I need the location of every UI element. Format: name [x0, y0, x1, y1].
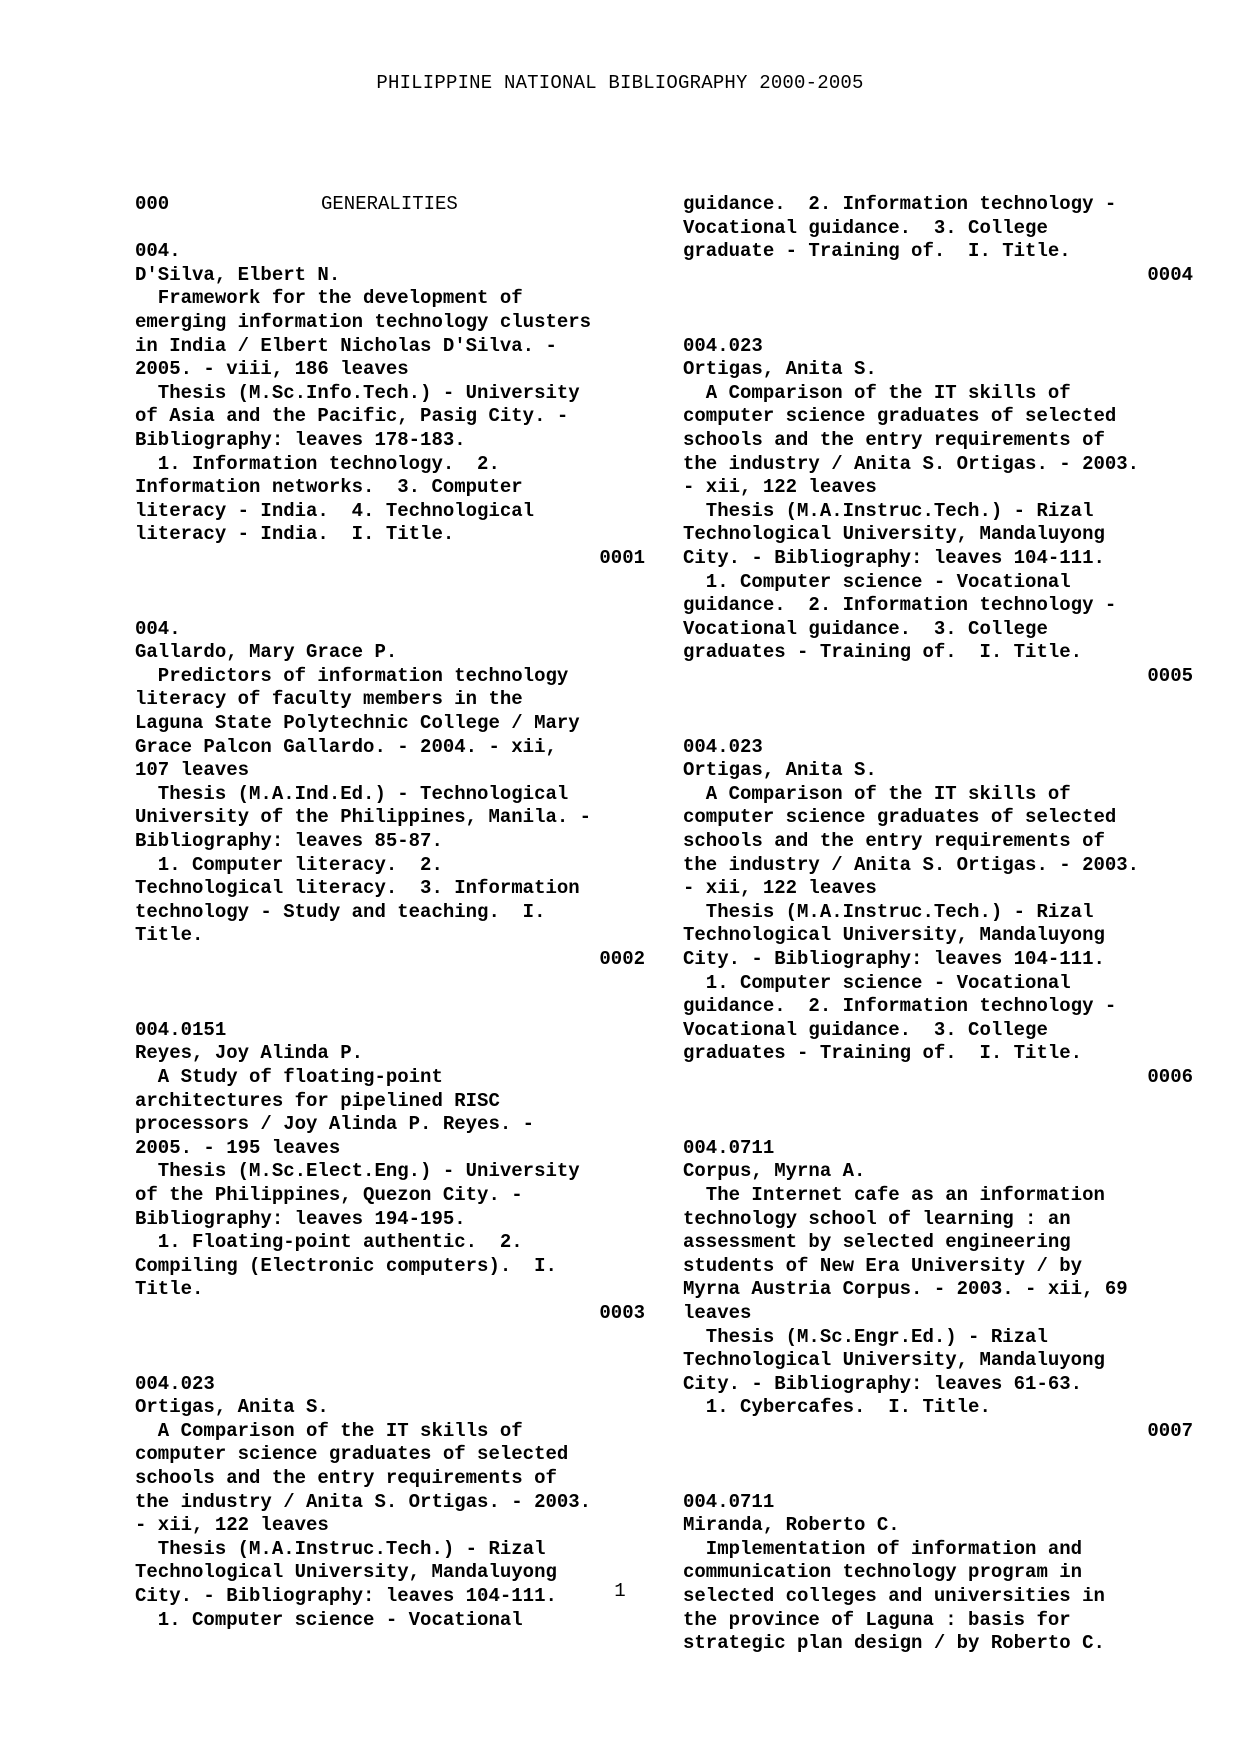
entry-line: Technological University, Mandaluyong [135, 1561, 557, 1584]
entry-line: the industry / Anita S. Ortigas. - 2003. [683, 452, 1140, 475]
entry-line: Thesis (M.A.Ind.Ed.) - Technological [135, 782, 569, 805]
entry-line: Thesis (M.A.Instruc.Tech.) - Rizal [135, 1537, 546, 1560]
entry-line: graduate - Training of. I. Title. [683, 240, 1071, 263]
entry-line: emerging information technology clusters [135, 310, 592, 333]
entry-line: 004.023 [683, 334, 763, 357]
entry-spacer [135, 995, 645, 1019]
bibliography-entry [135, 240, 645, 618]
entry-line: 004.0711 [683, 1136, 775, 1159]
section-code: 000 [135, 193, 170, 215]
bibliography-entry [135, 618, 645, 1019]
entry-spacer [683, 688, 1193, 712]
entry-line: 004.0151 [135, 1018, 227, 1041]
entry-line: Thesis (M.Sc.Engr.Ed.) - Rizal [683, 1325, 1048, 1348]
entry-line: 004.023 [683, 735, 763, 758]
entry-line: D'Silva, Elbert N. [135, 263, 341, 286]
entry-control-number: 0001 [599, 546, 645, 569]
entry-line: 1. Cybercafes. I. Title. [683, 1396, 991, 1419]
right-entries [683, 193, 1193, 1656]
page-number: 1 [614, 1580, 626, 1602]
entry-line: Bibliography: leaves 85-87. [135, 830, 443, 853]
entry-line: City. - Bibliography: leaves 104-111. [135, 1585, 557, 1608]
entry-line: guidance. 2. Information technology - [683, 995, 1117, 1018]
entry-line: Thesis (M.Sc.Info.Tech.) - University [135, 381, 580, 404]
entry-line: 1. Computer science - Vocational [683, 971, 1071, 994]
entry-line: the industry / Anita S. Ortigas. - 2003. [135, 1490, 592, 1513]
entry-line: University of the Philippines, Manila. - [135, 806, 592, 829]
entry-line: Predictors of information technology [135, 664, 569, 687]
entry-line: Thesis (M.A.Instruc.Tech.) - Rizal [683, 499, 1094, 522]
entry-line: 1. Floating-point authentic. 2. [135, 1231, 523, 1254]
entry-line: leaves [683, 1301, 752, 1324]
bibliography-entry [683, 1491, 1193, 1656]
entry-spacer [683, 1467, 1193, 1491]
entry-line: - xii, 122 leaves [135, 1514, 329, 1537]
entry-line: 2005. - 195 leaves [135, 1136, 341, 1159]
entry-line: technology school of learning : an [683, 1207, 1071, 1230]
entry-line: guidance. 2. Information technology - [683, 193, 1117, 215]
page-header: PHILIPPINE NATIONAL BIBLIOGRAPHY 2000-2005 [376, 72, 864, 94]
entry-line: schools and the entry requirements of [683, 830, 1105, 853]
entry-line: Laguna State Polytechnic College / Mary [135, 712, 580, 735]
entry-line: 1. Computer science - Vocational [135, 1608, 523, 1631]
entry-line: Technological literacy. 3. Information [135, 877, 580, 900]
entry-line: A Comparison of the IT skills of [135, 1419, 523, 1442]
bibliography-entry [683, 736, 1193, 1137]
entry-line: A Study of floating-point [135, 1065, 443, 1088]
entry-line: Technological University, Mandaluyong [683, 523, 1105, 546]
entry-line: - xii, 122 leaves [683, 476, 877, 499]
entry-line: Vocational guidance. 3. College [683, 216, 1048, 239]
entry-line: graduates - Training of. I. Title. [683, 1042, 1083, 1065]
entry-spacer [683, 311, 1193, 335]
entry-line: literacy - India. I. Title. [135, 523, 455, 546]
entry-spacer [135, 972, 645, 996]
entry-line: City. - Bibliography: leaves 104-111. [683, 546, 1105, 569]
entry-line: assessment by selected engineering [683, 1231, 1071, 1254]
entry-control-number: 0006 [1147, 1065, 1193, 1088]
entry-spacer [135, 1349, 645, 1373]
entry-line: in India / Elbert Nicholas D'Silva. - [135, 334, 557, 357]
entry-line: Title. [135, 1278, 204, 1301]
entry-line: computer science graduates of selected [135, 1443, 569, 1466]
entry-line: 004.0711 [683, 1490, 775, 1513]
entry-line: schools and the entry requirements of [135, 1467, 557, 1490]
entry-line: Vocational guidance. 3. College [683, 1018, 1048, 1041]
entry-line: Bibliography: leaves 194-195. [135, 1207, 466, 1230]
entry-line: Corpus, Myrna A. [683, 1160, 866, 1183]
entry-line: the industry / Anita S. Ortigas. - 2003. [683, 853, 1140, 876]
entry-line: Information networks. 3. Computer [135, 476, 523, 499]
entry-line: the province of Laguna : basis for [683, 1608, 1071, 1631]
entry-line: 1. Information technology. 2. [135, 452, 500, 475]
entry-line: Ortigas, Anita S. [135, 1396, 329, 1419]
entry-line: 2005. - viii, 186 leaves [135, 358, 409, 381]
entry-line: graduates - Training of. I. Title. [683, 641, 1083, 664]
entry-line: - xii, 122 leaves [683, 877, 877, 900]
entry-line: Gallardo, Mary Grace P. [135, 641, 398, 664]
entry-control-number: 0002 [599, 948, 645, 970]
entry-line: Grace Palcon Gallardo. - 2004. - xii, [135, 735, 557, 758]
entry-line: 107 leaves [135, 759, 250, 782]
entry-line: Vocational guidance. 3. College [683, 617, 1048, 640]
entry-control-number: 0007 [1147, 1419, 1193, 1442]
entry-control-number: 0003 [599, 1301, 645, 1324]
entry-line: 004. [135, 240, 181, 263]
bibliography-entry [683, 335, 1193, 736]
left-entries [135, 240, 645, 1632]
entry-line: technology - Study and teaching. I. [135, 900, 546, 923]
entry-line: 1. Computer science - Vocational [683, 570, 1071, 593]
entry-line: of Asia and the Pacific, Pasig City. - [135, 405, 569, 428]
entry-line: schools and the entry requirements of [683, 428, 1105, 451]
entry-line: communication technology program in [683, 1561, 1083, 1584]
entry-line: 004.023 [135, 1372, 215, 1395]
entry-line: selected colleges and universities in [683, 1585, 1105, 1608]
entry-line: Bibliography: leaves 178-183. [135, 428, 466, 451]
entry-spacer [135, 1326, 645, 1350]
entry-control-number: 0005 [1147, 664, 1193, 687]
bibliography-entry [135, 1019, 645, 1373]
bibliography-entry [683, 1137, 1193, 1491]
entry-spacer [683, 1113, 1193, 1137]
entry-line: Reyes, Joy Alinda P. [135, 1042, 364, 1065]
entry-line: A Comparison of the IT skills of [683, 381, 1071, 404]
entry-line: literacy of faculty members in the [135, 688, 523, 711]
entry-line: Technological University, Mandaluyong [683, 924, 1105, 947]
left-column [135, 193, 645, 1632]
entry-line: Compiling (Electronic computers). I. [135, 1254, 557, 1277]
entry-line: architectures for pipelined RISC [135, 1089, 500, 1112]
entry-line: Implementation of information and [683, 1537, 1083, 1560]
entry-spacer [135, 594, 645, 618]
entry-line: Ortigas, Anita S. [683, 759, 877, 782]
right-column [683, 193, 1193, 1656]
entry-line: Ortigas, Anita S. [683, 358, 877, 381]
entry-line: Miranda, Roberto C. [683, 1514, 900, 1537]
entry-line: literacy - India. 4. Technological [135, 499, 535, 522]
bibliography-entry [683, 193, 1193, 335]
entry-control-number: 0004 [1147, 263, 1193, 286]
entry-spacer [683, 1443, 1193, 1467]
entry-line: processors / Joy Alinda P. Reyes. - [135, 1113, 535, 1136]
entry-line: Myrna Austria Corpus. - 2003. - xii, 69 [683, 1278, 1128, 1301]
entry-line: Thesis (M.A.Instruc.Tech.) - Rizal [683, 900, 1094, 923]
entry-spacer [683, 287, 1193, 311]
entry-spacer [683, 712, 1193, 736]
entry-line: A Comparison of the IT skills of [683, 782, 1071, 805]
entry-line: Framework for the development of [135, 287, 523, 310]
entry-line: City. - Bibliography: leaves 61-63. [683, 1372, 1083, 1395]
entry-line: Technological University, Mandaluyong [683, 1349, 1105, 1372]
section-heading [135, 193, 645, 217]
entry-line: computer science graduates of selected [683, 405, 1117, 428]
entry-spacer [135, 571, 645, 595]
entry-line: strategic plan design / by Roberto C. [683, 1632, 1105, 1655]
entry-line: computer science graduates of selected [683, 806, 1117, 829]
entry-line: City. - Bibliography: leaves 104-111. [683, 948, 1105, 970]
section-title: GENERALITIES [321, 193, 458, 215]
entry-line: of the Philippines, Quezon City. - [135, 1183, 523, 1206]
entry-line: 1. Computer literacy. 2. [135, 853, 443, 876]
entry-spacer [683, 1090, 1193, 1114]
entry-line: students of New Era University / by [683, 1254, 1083, 1277]
entry-line: guidance. 2. Information technology - [683, 594, 1117, 617]
entry-line: Thesis (M.Sc.Elect.Eng.) - University [135, 1160, 580, 1183]
entry-line: The Internet cafe as an information [683, 1183, 1105, 1206]
entry-line: Title. [135, 924, 204, 947]
entry-line: 004. [135, 617, 181, 640]
